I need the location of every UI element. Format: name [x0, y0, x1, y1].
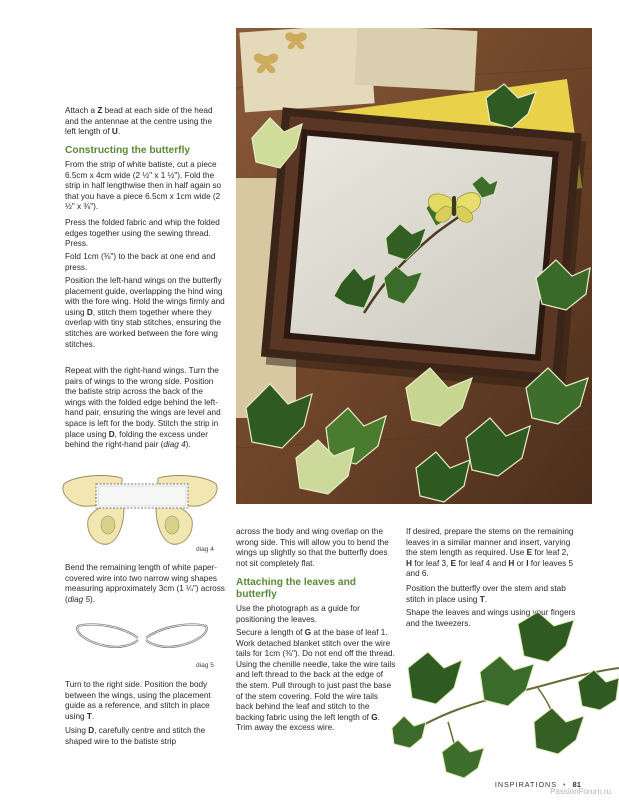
page-number: 81 [572, 780, 581, 789]
left-wire-wing [77, 625, 138, 647]
diag-5-caption: diag 5 [196, 662, 214, 669]
intro-paragraph: Attach a Z bead at each side of the head and the antennae at the centre using the left length of U. [65, 106, 213, 137]
paragraph: across the body and wing overlap on the wrong side. This will allow you to bend the wings up slightly so that the butterfly does not sit completely flat. [236, 527, 389, 568]
heading-attaching-leaves: Attaching the leaves and butterfly [236, 577, 357, 600]
paragraph: Use the photograph as a guide for positioning the leaves. [236, 604, 360, 624]
footer-section: INSPIRATIONS [494, 780, 558, 789]
paragraph: From the strip of white batiste, cut a piece 6.5cm x 4cm wide (2 ½" x 1 ½"). Fold the strip in half lengthwise then in half again so that you have a piece 6.5cm x 1cm wide (2 ½" x ⅜"). [65, 160, 222, 212]
paragraph: Position the left-hand wings on the butterfly placement guide, overlapping the hind wing with the fore wing. Hold the wings firmly and using D, stitch them together where they overlap with tiny stab stitches, ensuring the stitches are worked between the fore wing stitches. [65, 276, 225, 349]
paragraph: Repeat with the right-hand wings. Turn the pairs of wings to the wrong side. Position the batiste strip across the back of the wings with the folded edge behind the left-hand pair, ensuring the wings are level and space is left for the body. Stitch the strip in place using D, folding the excess under behind the right-hand pair (diag 4). [65, 366, 221, 450]
footer-separator: • [563, 780, 567, 789]
ivy-cutout-illustration [388, 612, 619, 780]
paragraph: Secure a length of G at the base of leaf 1. Work detached blanket stitch over the wire tails for 1cm (⅜"). Do not end off the thread. Using the chenille needle, take the wire tails and left thread to the back at the edge of the stem. Pull through to just past the base of the stem covering. Fold the wire tails back behind the leaf and stitch to the backing fabric using the left length of G. Trim away the excess wire. [236, 628, 396, 733]
paragraph: Press the folded fabric and whip the folded edges together using the sewing thread. Press. [65, 218, 220, 249]
heading-constructing-butterfly: Constructing the butterfly [65, 145, 191, 156]
paragraph: Bend the remaining length of white paper-covered wire into two narrow wing shapes measuring approximately 3cm (1 ¼") across (diag 5). [65, 563, 225, 604]
paragraph: Using D, carefully centre and stitch the shaped wire to the batiste strip [65, 726, 206, 746]
paragraph: If desired, prepare the stems on the remaining leaves in a similar manner and insert, varying the stem length as required. Use E for leaf 2, H for leaf 3, E for leaf 4 and H or I for leaves 5 and 6. [406, 527, 574, 579]
paragraph: Fold 1cm (⅜") to the back at one end and press. [65, 252, 216, 272]
diagram-4 [58, 470, 223, 552]
paragraph: Position the butterfly over the stem and stab stitch in place using T. [406, 584, 566, 604]
framed-ivy-butterfly-photo [236, 28, 592, 504]
right-wire-wing [146, 625, 207, 647]
diag-4-caption: diag 4 [196, 546, 214, 553]
paragraph: Shape the leaves and wings using your fingers and the tweezers. [406, 608, 576, 628]
diagram-5 [72, 618, 212, 660]
watermark: PassionForum.ru [550, 787, 611, 796]
paragraph: Turn to the right side. Position the body between the wings, using the placement guide as a reference, and stitch in place using T. [65, 680, 211, 721]
